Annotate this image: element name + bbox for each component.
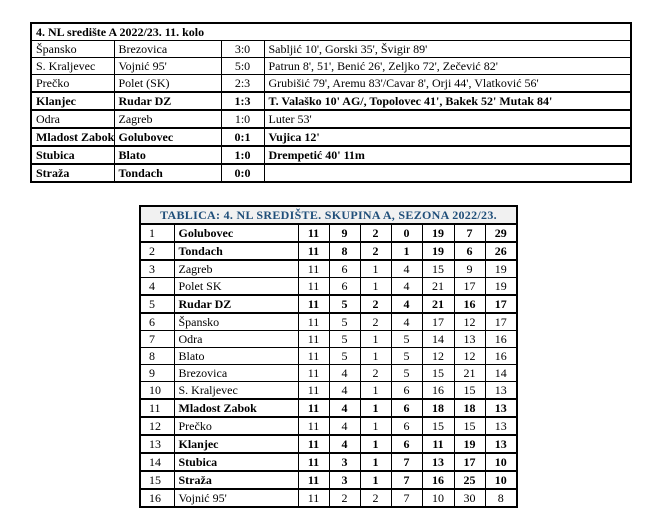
results-title-row xyxy=(31,23,631,41)
away-team-cell: Polet (SK) xyxy=(114,75,221,93)
scorers-cell xyxy=(264,164,631,182)
scorers-cell: Sabljić 10', Gorski 35', Švigir 89' xyxy=(264,41,631,58)
result-row xyxy=(31,146,631,164)
stat-cell: 19 xyxy=(422,242,454,260)
home-team-cell: Mladost Zabok xyxy=(31,128,114,146)
result-row xyxy=(31,41,631,58)
position-cell: 2 xyxy=(140,242,174,260)
stat-cell: 5 xyxy=(391,331,422,348)
position-cell: 10 xyxy=(140,382,174,400)
stat-cell: 15 xyxy=(454,417,485,435)
standings-row xyxy=(140,242,517,260)
home-team-cell: Odra xyxy=(31,110,114,128)
standings-row xyxy=(140,313,517,331)
stat-cell: 15 xyxy=(422,260,454,278)
stat-cell: 9 xyxy=(454,260,485,278)
stat-cell: 11 xyxy=(298,348,329,365)
team-name-cell: Brezovica xyxy=(174,365,298,382)
stat-cell: 19 xyxy=(485,278,517,296)
stat-cell: 12 xyxy=(422,348,454,365)
position-cell: 1 xyxy=(140,224,174,242)
home-team-cell: Stubica xyxy=(31,146,114,164)
position-cell: 5 xyxy=(140,295,174,313)
result-row xyxy=(31,128,631,146)
away-team-cell: Golubovec xyxy=(114,128,221,146)
stat-cell: 1 xyxy=(360,453,391,471)
team-name-cell: Vojnić 95' xyxy=(174,489,298,507)
stat-cell: 1 xyxy=(360,399,391,417)
stat-cell: 11 xyxy=(298,224,329,242)
team-name-cell: Odra xyxy=(174,331,298,348)
result-row xyxy=(31,164,631,182)
team-name-cell: Golubovec xyxy=(174,224,298,242)
stat-cell: 12 xyxy=(454,348,485,365)
score-cell: 1:0 xyxy=(221,110,264,128)
stat-cell: 17 xyxy=(454,278,485,296)
stat-cell: 11 xyxy=(298,260,329,278)
away-team-cell: Tondach xyxy=(114,164,221,182)
stat-cell: 30 xyxy=(454,489,485,507)
result-row xyxy=(31,58,631,75)
score-cell: 0:0 xyxy=(221,164,264,182)
team-name-cell: Špansko xyxy=(174,313,298,331)
stat-cell: 11 xyxy=(298,382,329,400)
stat-cell: 10 xyxy=(485,471,517,489)
home-team-cell: Prečko xyxy=(31,75,114,93)
stat-cell: 5 xyxy=(391,348,422,365)
stat-cell: 26 xyxy=(485,242,517,260)
stat-cell: 2 xyxy=(360,313,391,331)
stat-cell: 2 xyxy=(360,242,391,260)
stat-cell: 14 xyxy=(422,331,454,348)
stat-cell: 6 xyxy=(391,417,422,435)
stat-cell: 4 xyxy=(329,435,360,453)
standings-row xyxy=(140,453,517,471)
stat-cell: 15 xyxy=(422,417,454,435)
standings-row xyxy=(140,224,517,242)
stat-cell: 7 xyxy=(454,224,485,242)
standings-row xyxy=(140,399,517,417)
stat-cell: 7 xyxy=(391,489,422,507)
standings-title-row xyxy=(140,206,517,224)
stat-cell: 13 xyxy=(485,435,517,453)
stat-cell: 4 xyxy=(329,365,360,382)
stat-cell: 19 xyxy=(454,435,485,453)
score-cell: 0:1 xyxy=(221,128,264,146)
stat-cell: 1 xyxy=(391,242,422,260)
score-cell: 5:0 xyxy=(221,58,264,75)
result-row xyxy=(31,92,631,110)
stat-cell: 13 xyxy=(485,399,517,417)
stat-cell: 10 xyxy=(422,489,454,507)
stat-cell: 9 xyxy=(329,224,360,242)
standings-row xyxy=(140,365,517,382)
scorers-cell: Luter 53' xyxy=(264,110,631,128)
scorers-cell: Vujica 12' xyxy=(264,128,631,146)
score-cell: 1:0 xyxy=(221,146,264,164)
stat-cell: 5 xyxy=(329,313,360,331)
stat-cell: 1 xyxy=(360,331,391,348)
team-name-cell: Stubica xyxy=(174,453,298,471)
stat-cell: 21 xyxy=(422,278,454,296)
stat-cell: 3 xyxy=(329,471,360,489)
position-cell: 3 xyxy=(140,260,174,278)
away-team-cell: Zagreb xyxy=(114,110,221,128)
stat-cell: 16 xyxy=(454,295,485,313)
standings-row xyxy=(140,382,517,400)
result-row xyxy=(31,75,631,93)
stat-cell: 12 xyxy=(454,313,485,331)
stat-cell: 1 xyxy=(360,471,391,489)
standings-row xyxy=(140,348,517,365)
stat-cell: 3 xyxy=(329,453,360,471)
standings-table xyxy=(139,205,518,508)
stat-cell: 13 xyxy=(485,382,517,400)
stat-cell: 11 xyxy=(298,435,329,453)
stat-cell: 16 xyxy=(485,331,517,348)
score-cell: 1:3 xyxy=(221,92,264,110)
team-name-cell: Mladost Zabok xyxy=(174,399,298,417)
stat-cell: 29 xyxy=(485,224,517,242)
stat-cell: 4 xyxy=(391,278,422,296)
stat-cell: 11 xyxy=(298,313,329,331)
stat-cell: 16 xyxy=(485,348,517,365)
stat-cell: 5 xyxy=(391,365,422,382)
stat-cell: 11 xyxy=(298,295,329,313)
away-team-cell: Brezovica xyxy=(114,41,221,58)
team-name-cell: Klanjec xyxy=(174,435,298,453)
stat-cell: 8 xyxy=(485,489,517,507)
stat-cell: 6 xyxy=(329,278,360,296)
stat-cell: 19 xyxy=(485,260,517,278)
standings-row xyxy=(140,435,517,453)
stat-cell: 17 xyxy=(454,453,485,471)
stat-cell: 4 xyxy=(329,382,360,400)
position-cell: 4 xyxy=(140,278,174,296)
stat-cell: 11 xyxy=(298,331,329,348)
stat-cell: 13 xyxy=(454,331,485,348)
standings-row xyxy=(140,489,517,507)
standings-row xyxy=(140,278,517,296)
stat-cell: 15 xyxy=(422,365,454,382)
stat-cell: 13 xyxy=(422,453,454,471)
home-team-cell: S. Kraljevec xyxy=(31,58,114,75)
stat-cell: 2 xyxy=(360,365,391,382)
scorers-cell: Patrun 8', 51', Benić 26', Zeljko 72', Zečević 82' xyxy=(264,58,631,75)
stat-cell: 15 xyxy=(454,382,485,400)
stat-cell: 1 xyxy=(360,260,391,278)
position-cell: 11 xyxy=(140,399,174,417)
stat-cell: 21 xyxy=(454,365,485,382)
stat-cell: 4 xyxy=(391,260,422,278)
stat-cell: 25 xyxy=(454,471,485,489)
stat-cell: 17 xyxy=(485,295,517,313)
stat-cell: 7 xyxy=(391,453,422,471)
stat-cell: 5 xyxy=(329,348,360,365)
team-name-cell: Zagreb xyxy=(174,260,298,278)
result-row xyxy=(31,110,631,128)
team-name-cell: Prečko xyxy=(174,417,298,435)
position-cell: 6 xyxy=(140,313,174,331)
position-cell: 13 xyxy=(140,435,174,453)
home-team-cell: Klanjec xyxy=(31,92,114,110)
stat-cell: 16 xyxy=(422,471,454,489)
scorers-cell: Drempetić 40' 11m xyxy=(264,146,631,164)
stat-cell: 1 xyxy=(360,382,391,400)
stat-cell: 4 xyxy=(391,313,422,331)
standings-table-title: TABLICA: 4. NL SREDIŠTE. SKUPINA A, SEZONA 2022/23. xyxy=(140,206,517,224)
stat-cell: 1 xyxy=(360,278,391,296)
away-team-cell: Vojnić 95' xyxy=(114,58,221,75)
stat-cell: 6 xyxy=(391,435,422,453)
stat-cell: 11 xyxy=(298,399,329,417)
home-team-cell: Straža xyxy=(31,164,114,182)
position-cell: 14 xyxy=(140,453,174,471)
stat-cell: 11 xyxy=(298,242,329,260)
scorers-cell: T. Valaško 10' AG/, Topolovec 41', Bakek 52' Mutak 84' xyxy=(264,92,631,110)
position-cell: 7 xyxy=(140,331,174,348)
stat-cell: 18 xyxy=(454,399,485,417)
standings-row xyxy=(140,295,517,313)
scorers-cell: Grubišić 79', Aremu 83'/Cavar 8', Orji 44', Vlatković 56' xyxy=(264,75,631,93)
stat-cell: 13 xyxy=(485,417,517,435)
standings-row xyxy=(140,331,517,348)
team-name-cell: Polet SK xyxy=(174,278,298,296)
stat-cell: 2 xyxy=(360,224,391,242)
stat-cell: 11 xyxy=(298,471,329,489)
stat-cell: 1 xyxy=(360,348,391,365)
stat-cell: 4 xyxy=(329,399,360,417)
position-cell: 9 xyxy=(140,365,174,382)
stat-cell: 6 xyxy=(454,242,485,260)
team-name-cell: Tondach xyxy=(174,242,298,260)
stat-cell: 5 xyxy=(329,331,360,348)
score-cell: 3:0 xyxy=(221,41,264,58)
stat-cell: 19 xyxy=(422,224,454,242)
stat-cell: 2 xyxy=(329,489,360,507)
standings-table-body xyxy=(140,206,517,507)
position-cell: 8 xyxy=(140,348,174,365)
team-name-cell: S. Kraljevec xyxy=(174,382,298,400)
stat-cell: 11 xyxy=(298,417,329,435)
standings-row xyxy=(140,471,517,489)
team-name-cell: Rudar DZ xyxy=(174,295,298,313)
stat-cell: 11 xyxy=(298,489,329,507)
results-table-body xyxy=(31,23,631,182)
stat-cell: 2 xyxy=(360,489,391,507)
stat-cell: 11 xyxy=(298,365,329,382)
stat-cell: 21 xyxy=(422,295,454,313)
team-name-cell: Straža xyxy=(174,471,298,489)
stat-cell: 6 xyxy=(391,382,422,400)
stat-cell: 11 xyxy=(298,278,329,296)
stat-cell: 16 xyxy=(422,382,454,400)
away-team-cell: Blato xyxy=(114,146,221,164)
stat-cell: 1 xyxy=(360,417,391,435)
stat-cell: 14 xyxy=(485,365,517,382)
stat-cell: 17 xyxy=(422,313,454,331)
stat-cell: 6 xyxy=(391,399,422,417)
stat-cell: 11 xyxy=(422,435,454,453)
position-cell: 12 xyxy=(140,417,174,435)
position-cell: 15 xyxy=(140,471,174,489)
stat-cell: 5 xyxy=(329,295,360,313)
stat-cell: 0 xyxy=(391,224,422,242)
standings-row xyxy=(140,260,517,278)
stat-cell: 17 xyxy=(485,313,517,331)
away-team-cell: Rudar DZ xyxy=(114,92,221,110)
stat-cell: 10 xyxy=(485,453,517,471)
home-team-cell: Špansko xyxy=(31,41,114,58)
stat-cell: 8 xyxy=(329,242,360,260)
standings-row xyxy=(140,417,517,435)
team-name-cell: Blato xyxy=(174,348,298,365)
results-table-title: 4. NL središte A 2022/23. 11. kolo xyxy=(31,23,631,41)
stat-cell: 4 xyxy=(391,295,422,313)
stat-cell: 4 xyxy=(329,417,360,435)
stat-cell: 1 xyxy=(360,435,391,453)
stat-cell: 6 xyxy=(329,260,360,278)
stat-cell: 7 xyxy=(391,471,422,489)
stat-cell: 11 xyxy=(298,453,329,471)
score-cell: 2:3 xyxy=(221,75,264,93)
stat-cell: 2 xyxy=(360,295,391,313)
position-cell: 16 xyxy=(140,489,174,507)
stat-cell: 18 xyxy=(422,399,454,417)
round-results-table xyxy=(30,22,632,183)
